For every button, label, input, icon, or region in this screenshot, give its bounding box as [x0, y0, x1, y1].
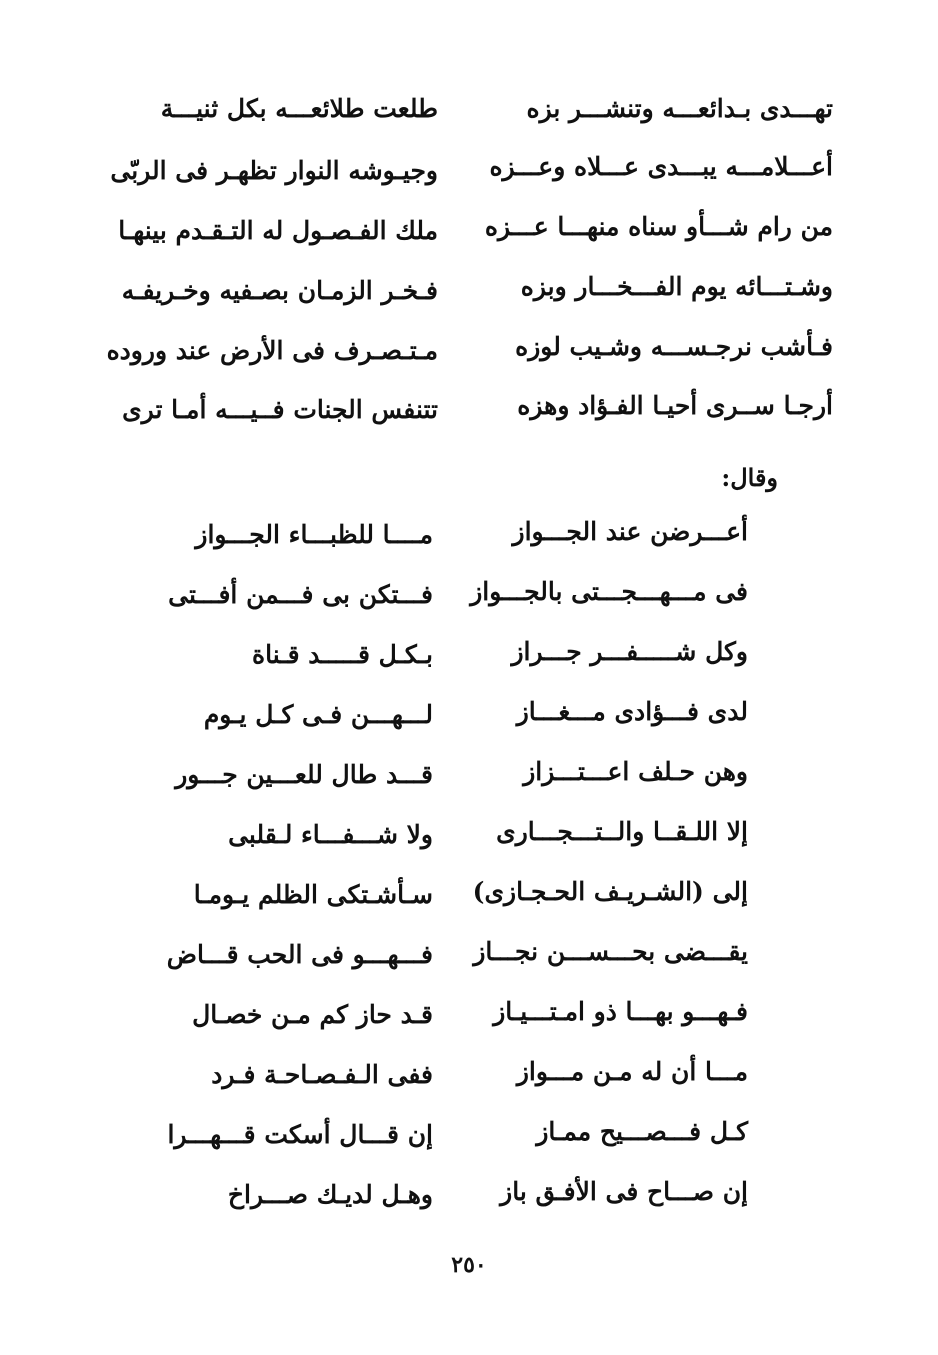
poem2-hemistich-a: فـــتكن بى فـــمن أفـــتى	[168, 580, 433, 609]
poem2-hemistich-b: فـهـــو بهـــا ذو امـتـــيـاز	[493, 997, 748, 1026]
poem2-hemistich-a: بـكـل قـــــد قـناة	[252, 640, 433, 669]
poem2-hemistich-a: إن قـــال أسكت قـــهـــرا	[167, 1120, 433, 1149]
poem2-hemistich-a: ففى الـفـصـاحـة فـرد	[211, 1060, 433, 1089]
poem2-hemistich-b: يقـــضى بحـــســـن نجـــاز	[473, 937, 748, 966]
poem1-hemistich-b: تهـــدى بـدائعـــه وتنشـــر بزه	[526, 94, 833, 123]
poem2-hemistich-a: مــــا للظبـــاء الجـــواز	[195, 520, 433, 549]
poem2-hemistich-a: لـــهـــن فـى كـل يـوم	[203, 700, 433, 729]
poem1-hemistich-b: أعـــلامـــه يبـــدى عـــلاه وعـــزه	[489, 152, 833, 181]
poem2-hemistich-b: أعـــرضن عند الجـــواز	[512, 517, 748, 546]
intro-label: وقال:	[721, 463, 778, 492]
poem2-hemistich-b: فى مـــهـــجـــتى بالجـــواز	[470, 577, 748, 606]
poem1-hemistich-b: فـأشب نرجـســـه وشـيب لوزه	[515, 332, 833, 361]
poem2-hemistich-b: إلا اللـقــا والــتـــجـــارى	[496, 817, 748, 846]
poem2-hemistich-b: لدى فـــؤادى مـــغـــاز	[516, 697, 748, 726]
page-number: ٢٥٠	[451, 1252, 487, 1278]
poem2-hemistich-a: ولا شـــفـــاء لـقلبى	[228, 820, 433, 849]
poem1-hemistich-a: مـتـصـرف فى الأرض عند وروده	[106, 336, 438, 365]
poem1-hemistich-b: وشـتـــائه يوم الفـــخـــار وبزه	[520, 272, 833, 301]
poem1-hemistich-b: من رام شـــأو سناه منهـــا عـــزه	[484, 212, 833, 241]
poem1-hemistich-a: فـخـر الزمـان بصـفيه وخـريفـه	[121, 276, 438, 305]
poem2-hemistich-b: كـل فـــصـــيح ممـاز	[536, 1117, 748, 1146]
poem1-hemistich-a: ملك الفـصـول له التـقـدم بينهـا	[118, 216, 438, 245]
poem1-hemistich-b: أرجـا ســرى أحيـا الفـؤاد وهزه	[517, 391, 833, 420]
poem2-hemistich-a: قـــد طال للعـــين جـــور	[175, 760, 433, 789]
poem2-hemistich-b: وهن حـلف اعـــتـــزاز	[523, 757, 748, 786]
poem2-hemistich-b: وكل شـــــفـــر جـــراز	[511, 637, 748, 666]
poem2-hemistich-a: سـأشـتكى الظلم يـومـا	[193, 880, 433, 909]
poem2-hemistich-a: قـد حاز كم مـن خصـال	[192, 1000, 433, 1029]
poem1-hemistich-a: طلعت طلائعـــه بكل ثنيـــة	[160, 94, 438, 123]
poem2-hemistich-a: فـــهـــو فى الحب قـــاض	[166, 940, 433, 969]
poem1-hemistich-a: وجيـوشه النوار تظهـر فى الربّى	[110, 156, 438, 185]
poem1-hemistich-a: تتنفس الجنات فــيـــه أمـا ترى	[122, 395, 438, 424]
poem2-hemistich-b: إن صـــاح فى الأفـق باز	[500, 1177, 748, 1206]
poem2-hemistich-b: إلى (الشـريـف الحـجـازى)	[472, 877, 748, 906]
poem2-hemistich-b: مـــا أن له مـن مـــواز	[516, 1057, 748, 1086]
poem2-hemistich-a: وهـل لديـك صـــراخ	[227, 1180, 433, 1209]
